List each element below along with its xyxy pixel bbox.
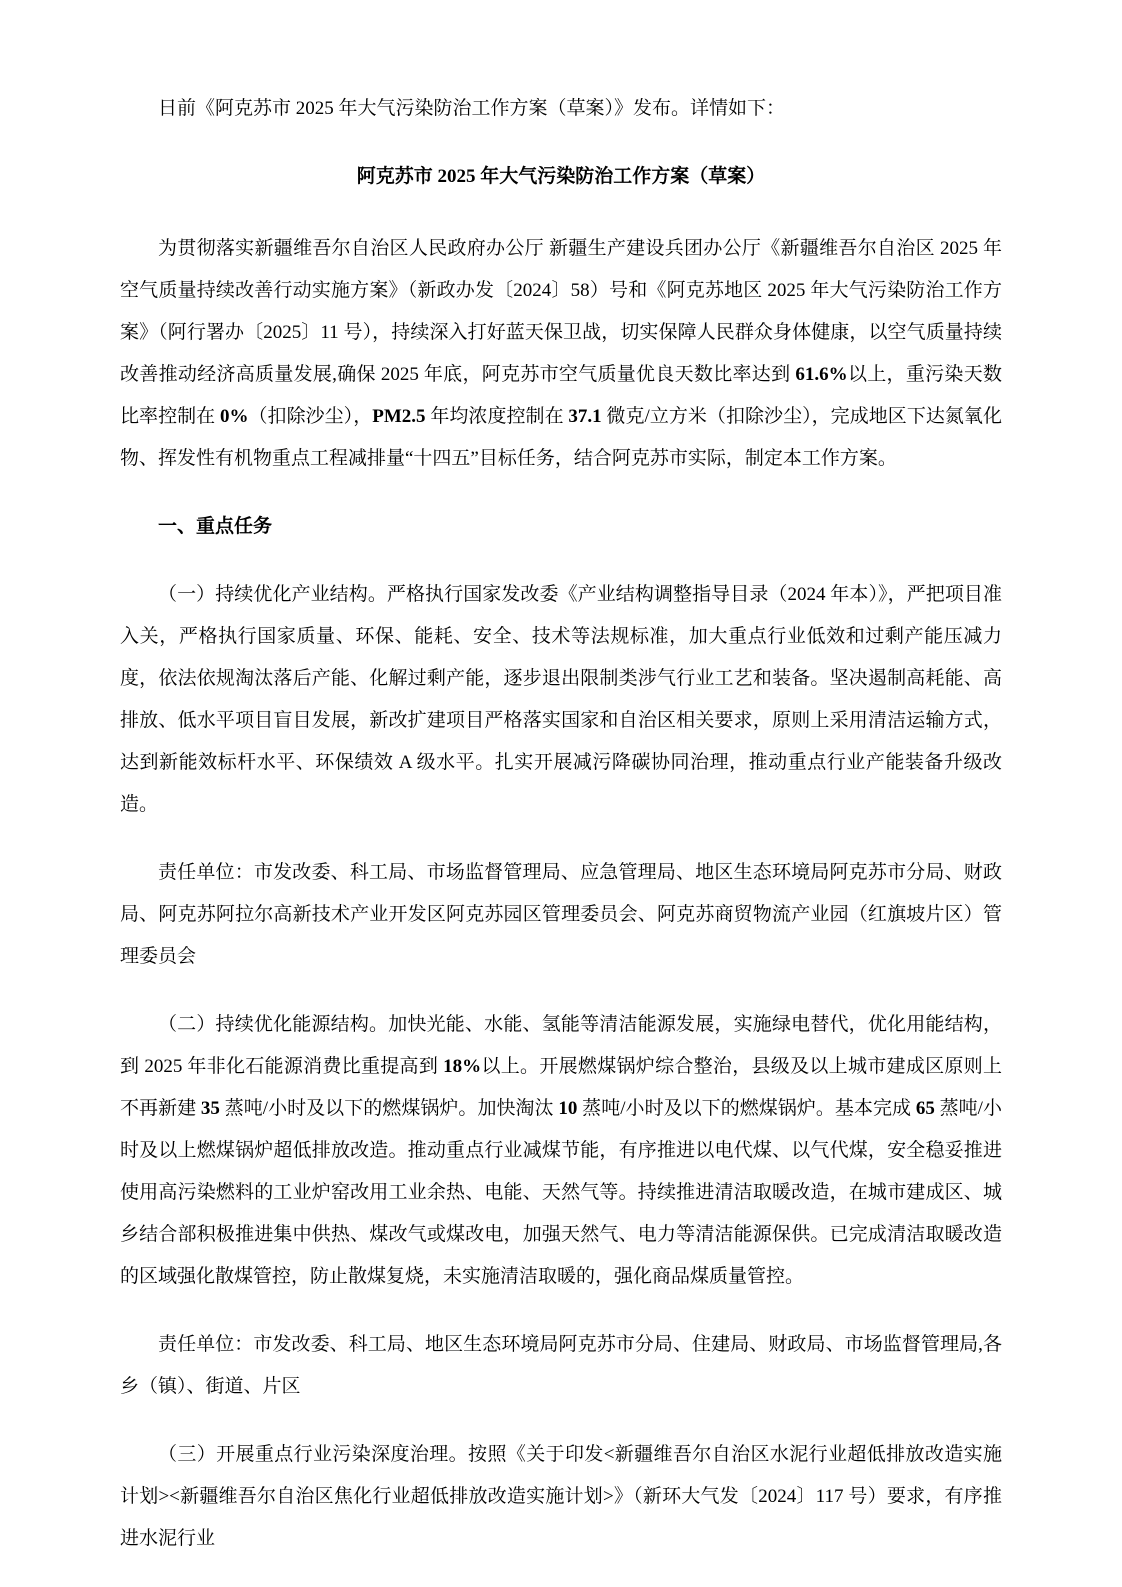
document-title xyxy=(120,156,1002,198)
text-run: 日前《阿克苏市 2025 年大气污染防治工作方案（草案）》发布。详情如下： xyxy=(158,98,786,119)
preamble-paragraph xyxy=(120,228,1002,480)
emphasized-text-run: 10 xyxy=(558,1098,578,1119)
emphasized-text-run: 18% xyxy=(443,1056,482,1077)
text-run: 为贯彻落实新疆维吾尔自治区人民政府办公厅 新疆生产建设兵团办公厅《新疆维吾尔自治区 2025 年空气质量持续改善行动实施方案》（新政办发〔2024〕58）号和《阿克苏地区 2025 年大气污染防治工作方案》（阿行署办〔2025〕11 号），持续深入打好蓝天保卫战，切实保障人民群众身体健康，以空气质量持续改善推动经济高质量发展,确保 2025 年底，阿克苏市空气质量优良天数比率达到 xyxy=(120,238,1002,385)
text-run: 一、重点任务 xyxy=(158,516,273,537)
text-run: 阿克苏市 2025 年大气污染防治工作方案（草案） xyxy=(356,166,766,187)
task-1-responsible-units xyxy=(120,852,1002,978)
text-run: （三）开展重点行业污染深度治理。按照《关于印发<新疆维吾尔自治区水泥行业超低排放改造实施计划><新疆维吾尔自治区焦化行业超低排放改造实施计划>》（新环大气发〔2024〕117 号）要求，有序推进水泥行业 xyxy=(120,1444,1002,1549)
document-body xyxy=(120,88,1002,1560)
text-run: 微克/立方米（扣除沙尘），完成地区下达氮氧化物、挥发性有机物重点工程减排量“十四五”目标任务，结合阿克苏市实际，制定本工作方案。 xyxy=(120,406,1002,469)
emphasized-text-run: 61.6% xyxy=(795,364,848,385)
task-1-paragraph xyxy=(120,574,1002,826)
emphasized-text-run: 0% xyxy=(219,406,249,427)
emphasized-text-run: PM2.5 xyxy=(372,406,426,427)
emphasized-text-run: 35 xyxy=(200,1098,220,1119)
section-heading-1 xyxy=(120,506,1002,548)
text-run: （二）持续优化能源结构。加快光能、水能、氢能等清洁能源发展，实施绿电替代，优化用能结构，到 2025 年非化石能源消费比重提高到 xyxy=(120,1014,1002,1077)
text-run: 责任单位：市发改委、科工局、市场监督管理局、应急管理局、地区生态环境局阿克苏市分局、财政局、阿克苏阿拉尔高新技术产业开发区阿克苏园区管理委员会、阿克苏商贸物流产业园（红旗坡片区）管理委员会 xyxy=(120,862,1002,967)
text-run: 年均浓度控制在 xyxy=(425,406,569,427)
text-run: （一）持续优化产业结构。严格执行国家发改委《产业结构调整指导目录（2024 年本）》，严把项目准入关，严格执行国家质量、环保、能耗、安全、技术等法规标准，加大重点行业低效和过剩产能压减力度，依法依规淘汰落后产能、化解过剩产能，逐步退出限制类涉气行业工艺和装备。坚决遏制高耗能、高排放、低水平项目盲目发展，新改扩建项目严格落实国家和自治区相关要求，原则上采用清洁运输方式，达到新能效标杆水平、环保绩效 A 级水平。扎实开展减污降碳协同治理，推动重点行业产能装备升级改造。 xyxy=(120,584,1002,815)
text-run: （扣除沙尘）， xyxy=(248,406,373,427)
emphasized-text-run: 65 xyxy=(915,1098,935,1119)
text-run: 蒸吨/小时及以上燃煤锅炉超低排放改造。推动重点行业减煤节能，有序推进以电代煤、以气代煤，安全稳妥推进使用高污染燃料的工业炉窑改用工业余热、电能、天然气等。持续推进清洁取暖改造，在城市建成区、城乡结合部积极推进集中供热、煤改气或煤改电，加强天然气、电力等清洁能源保供。已完成清洁取暖改造的区域强化散煤管控，防止散煤复烧，未实施清洁取暖的，强化商品煤质量管控。 xyxy=(120,1098,1002,1287)
text-run: 蒸吨/小时及以下的燃煤锅炉。基本完成 xyxy=(577,1098,916,1119)
intro-paragraph xyxy=(120,88,1002,130)
text-run: 蒸吨/小时及以下的燃煤锅炉。加快淘汰 xyxy=(219,1098,559,1119)
text-run: 责任单位：市发改委、科工局、地区生态环境局阿克苏市分局、住建局、财政局、市场监督管理局,各乡（镇）、街道、片区 xyxy=(120,1334,1002,1397)
task-3-paragraph xyxy=(120,1434,1002,1560)
text-run: 以上。开展燃煤锅炉综合整治，县级及以上城市建成区原则上不再新建 xyxy=(120,1056,1002,1119)
text-run: 以上，重污染天数比率控制在 xyxy=(120,364,1002,427)
task-2-responsible-units xyxy=(120,1324,1002,1408)
emphasized-text-run: 37.1 xyxy=(568,406,602,427)
task-2-paragraph xyxy=(120,1004,1002,1298)
